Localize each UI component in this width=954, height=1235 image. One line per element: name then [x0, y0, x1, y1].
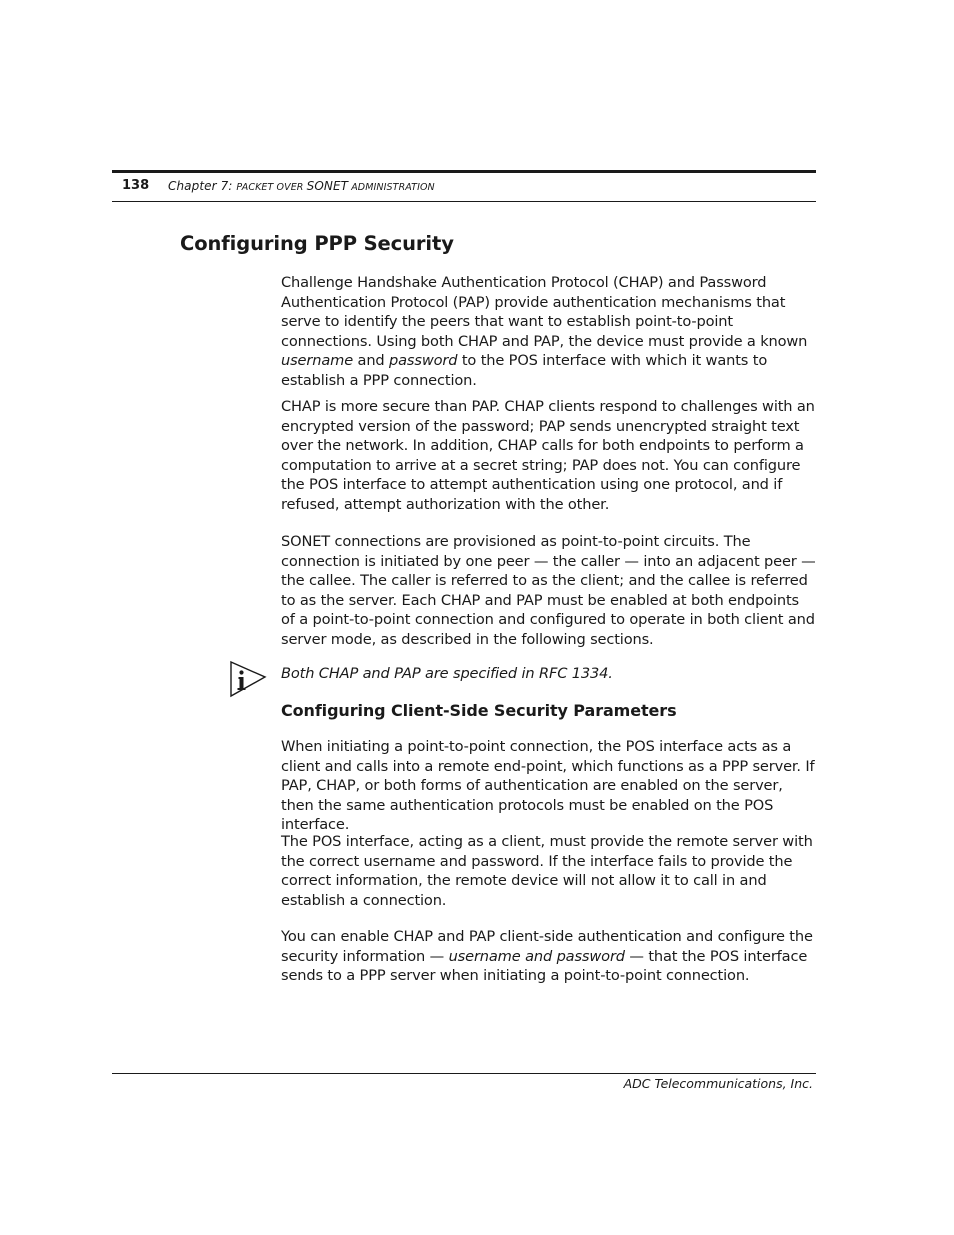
running-head: [168, 179, 435, 193]
footer-company: ADC Telecommunications, Inc.: [623, 1076, 813, 1091]
section-paragraph-3: SONET connections are provisioned as point-to-point circuits. The connection is initiated by one peer — the caller — into an adjacent peer — the callee. The caller is referred to as the client; and the callee is referred to as the server. Each CHAP and PAP must be enabled at both endpoints of a point-to-point connection and configured to operate in both client and server mode, as described in the following sections.: [281, 533, 816, 648]
section-paragraph-2: CHAP is more secure than PAP. CHAP clients respond to challenges with an encrypted version of the password; PAP sends unencrypted straight text over the network. In addition, CHAP calls for both endpoints to perform a computation to arrive at a secret string; PAP does not. You can configure the POS interface to attempt authentication using one protocol, and if refused, attempt authorization with the other.: [281, 398, 815, 513]
header-rule-thin: [112, 201, 816, 202]
p1-text-b: and: [353, 352, 390, 370]
sp3-em-credentials: username and password: [448, 947, 625, 965]
subsection-title: Configuring Client-Side Security Parameters: [281, 701, 677, 720]
subsection-paragraph-2: The POS interface, acting as a client, must provide the remote server with the correct username and password. If the interface fails to provide the correct information, the remote device will not allow it to call in and establish a connection.: [281, 833, 813, 909]
chapter-label-c: Chapter 7:: [168, 179, 237, 193]
subsection-paragraph-3: [281, 927, 816, 986]
note-text: Both CHAP and PAP are specified in RFC 1334.: [281, 665, 613, 682]
p1-em-username: username: [281, 352, 354, 370]
sp3-text-b: — that the POS interface sends to a PPP server when initiating a point-to-point connection.: [281, 947, 808, 985]
subsection-paragraph-1: When initiating a point-to-point connection, the POS interface acts as a client and calls into a remote end-point, which functions as a PPP server. If PAP, CHAP, or both forms of authentication are enabled on the server, then the same authentication protocols must be enabled on the POS interface.: [281, 738, 815, 834]
section-paragraph-1: [281, 273, 816, 391]
chapter-title-b: SONET: [306, 179, 349, 193]
info-icon: [229, 660, 267, 698]
header-rule: [112, 170, 816, 173]
page-number: 138: [122, 178, 150, 193]
p1-text-c: to the POS interface with which it wants to establish a PPP connection.: [281, 352, 768, 389]
sp3-text-a: You can enable CHAP and PAP client-side authentication and configure the security information —: [281, 928, 813, 965]
footer-rule: [112, 1073, 816, 1074]
p1-text-a: Challenge Handshake Authentication Protocol (CHAP) and Password Authentication Protocol (PAP) provide authentication mechanisms that serve to identify the peers that want to establish point-to-point connections. Using both CHAP and PAP, the device must provide a known: [281, 274, 808, 350]
chapter-title-a: PACKET OVER: [236, 182, 307, 193]
chapter-title-c: ADMINISTRATION: [348, 182, 435, 193]
section-title: Configuring PPP Security: [180, 232, 454, 255]
p1-em-password: password: [389, 352, 458, 370]
